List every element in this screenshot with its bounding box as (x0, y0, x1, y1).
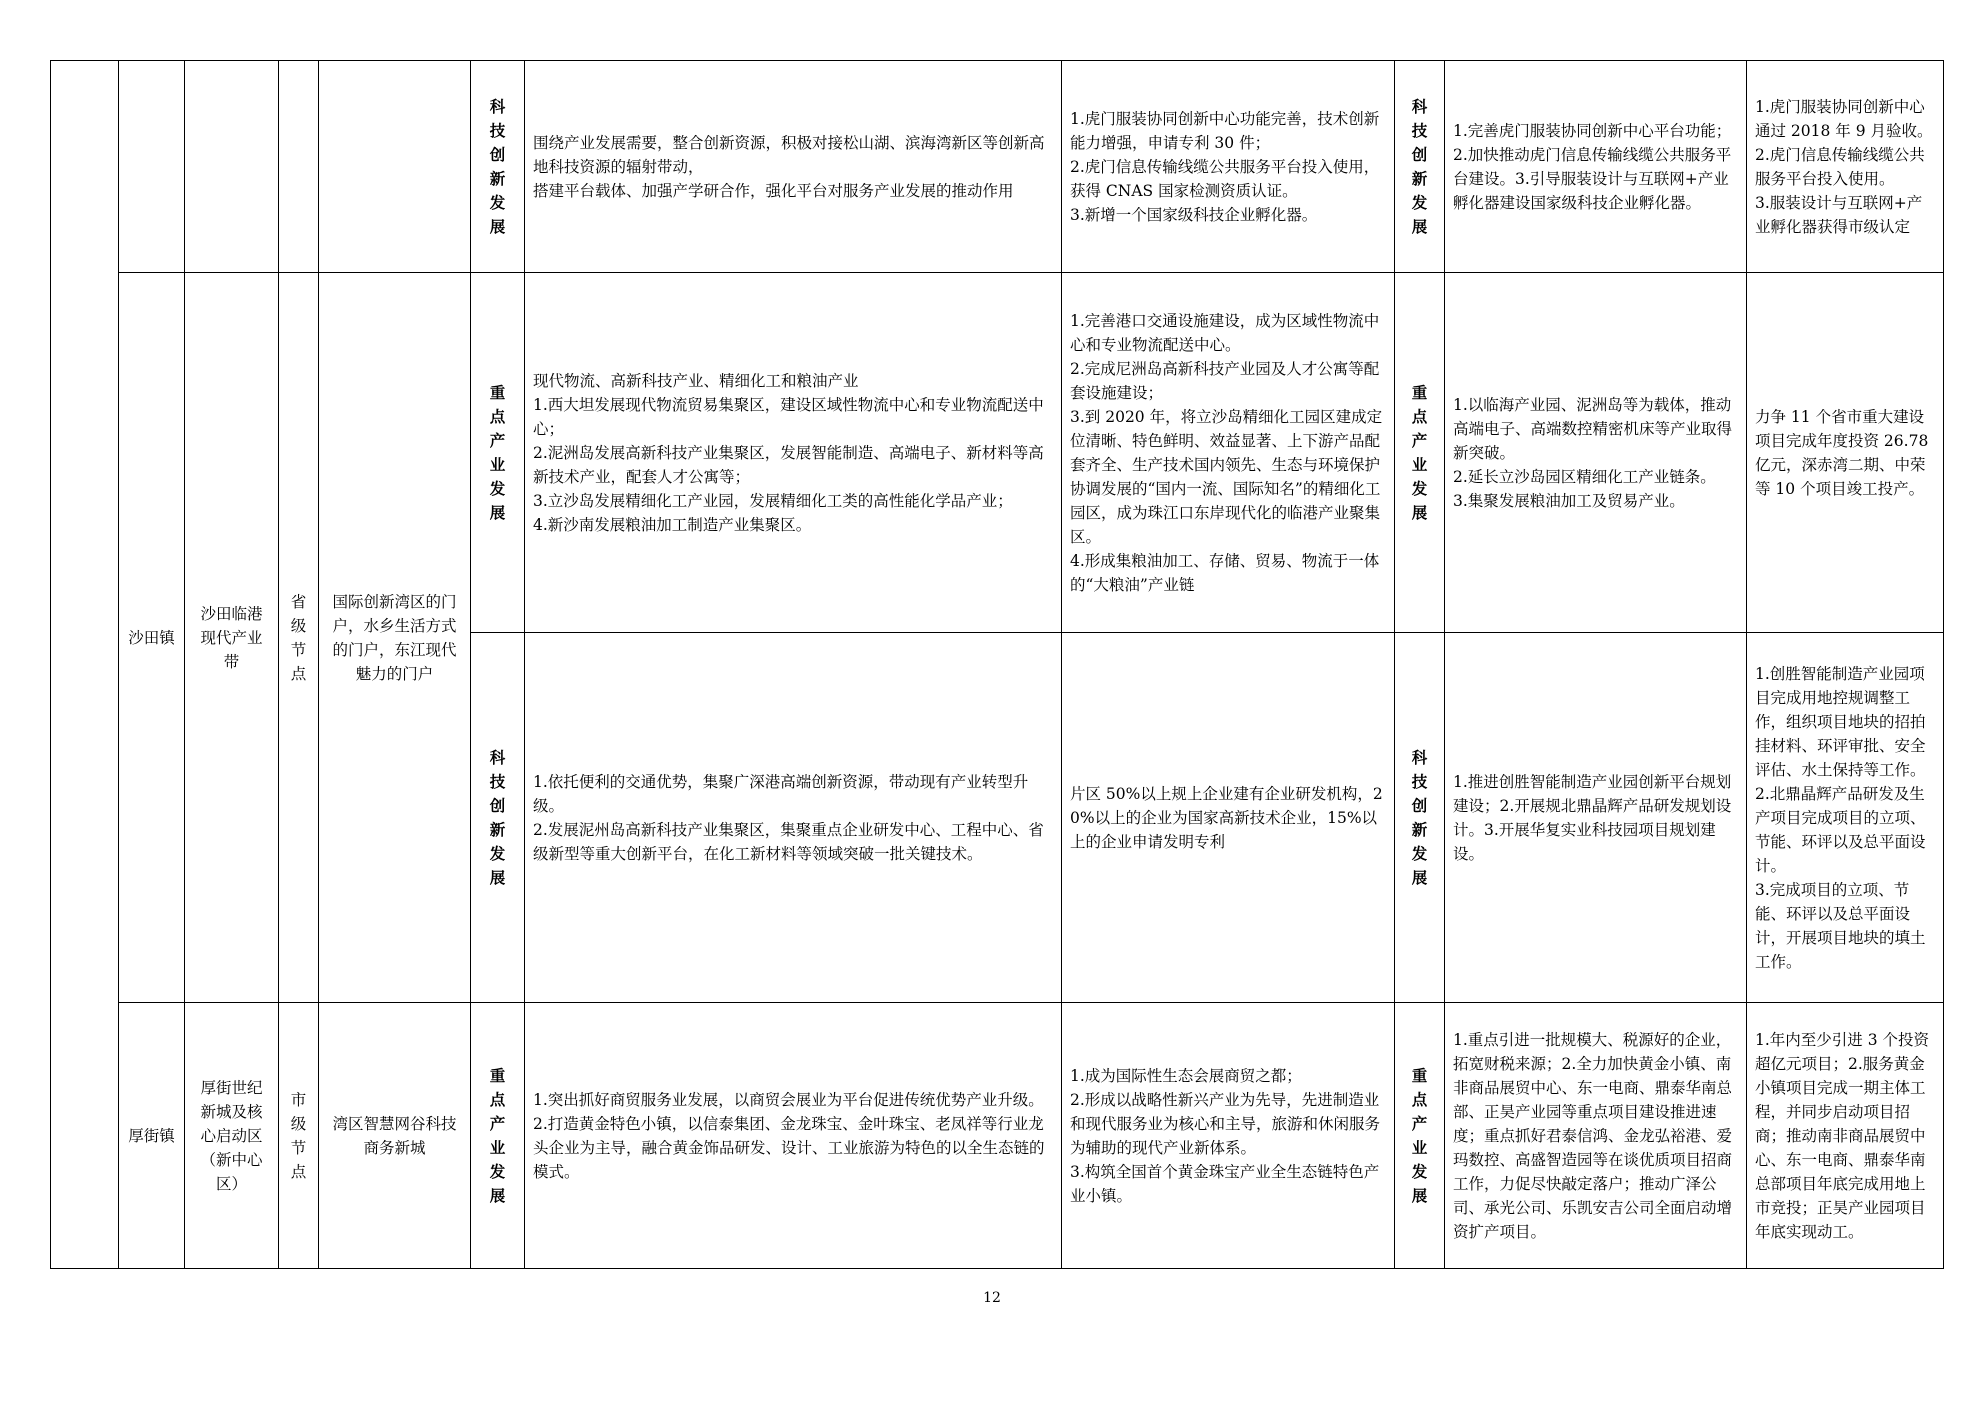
progress-cell: 1.年内至少引进 3 个投资超亿元项目；2.服务黄金小镇项目完成一期主体工程，并同步启动项目招商；推动南非商品展贸中心、东一电商、鼎泰华南总部项目年底完成用地上市竞投；正昊产业园项目年底实现动工。 (1747, 1003, 1944, 1269)
category-cell: 科 技 创 新 发 展 (471, 61, 525, 273)
town-cell: 沙田镇 (119, 273, 185, 1003)
town-cell-empty (119, 61, 185, 273)
tasks-cell: 1.完善虎门服装协同创新中心平台功能；2.加快推动虎门信息传输线缆公共服务平台建设。3.引导服装设计与互联网+产业孵化器建设国家级科技企业孵化器。 (1445, 61, 1747, 273)
goals-cell: 1.依托便利的交通优势，集聚广深港高端创新资源，带动现有产业转型升级。 2.发展泥州岛高新科技产业集聚区，集聚重点企业研发中心、工程中心、省级新型等重大创新平台，在化工新材料等领域突破一批关键技术。 (525, 633, 1062, 1003)
level-cell-empty (279, 61, 319, 273)
category-cell: 重 点 产 业 发 展 (471, 273, 525, 633)
outer-region-cell (51, 61, 119, 1269)
category-cell: 重 点 产 业 发 展 (1395, 273, 1445, 633)
town-cell: 厚街镇 (119, 1003, 185, 1269)
goals-cell: 现代物流、高新科技产业、精细化工和粮油产业 1.西大坦发展现代物流贸易集聚区，建设区域性物流中心和专业物流配送中心； 2.泥洲岛发展高新科技产业集聚区，发展智能制造、高端电子、新材料等高新技术产业，配套人才公寓等； 3.立沙岛发展精细化工产业园，发展精细化工类的高性能化学品产业； 4.新沙南发展粮油加工制造产业集聚区。 (525, 273, 1062, 633)
table-row-keji-humen (51, 61, 1944, 273)
targets-cell: 片区 50%以上规上企业建有企业研发机构，20%以上的企业为国家高新技术企业，15%以上的企业申请发明专利 (1062, 633, 1395, 1003)
category-cell: 科 技 创 新 发 展 (1395, 633, 1445, 1003)
goals-cell: 1.突出抓好商贸服务业发展，以商贸会展业为平台促进传统优势产业升级。 2.打造黄金特色小镇，以信泰集团、金龙珠宝、金叶珠宝、老凤祥等行业龙头企业为主导，融合黄金饰品研发、设计、工业旅游为特色的以全生态链的模式。 (525, 1003, 1062, 1269)
goals-cell: 围绕产业发展需要，整合创新资源，积极对接松山湖、滨海湾新区等创新高地科技资源的辐射带动， 搭建平台载体、加强产学研合作，强化平台对服务产业发展的推动作用 (525, 61, 1062, 273)
zone-cell-empty (185, 61, 279, 273)
table-row-zhongdian-houjie (51, 1003, 1944, 1269)
table-row-zhongdian-shatian (51, 273, 1944, 633)
targets-cell: 1.虎门服装协同创新中心功能完善，技术创新能力增强，申请专利 30 件； 2.虎门信息传输线缆公共服务平台投入使用，获得 CNAS 国家检测资质认证。 3.新增一个国家级科技企业孵化器。 (1062, 61, 1395, 273)
zone-cell: 厚街世纪新城及核心启动区（新中心区） (185, 1003, 279, 1269)
category-cell: 科 技 创 新 发 展 (1395, 61, 1445, 273)
progress-cell: 力争 11 个省市重大建设项目完成年度投资 26.78 亿元，深赤湾二期、中荣等 10 个项目竣工投产。 (1747, 273, 1944, 633)
category-cell: 重 点 产 业 发 展 (471, 1003, 525, 1269)
category-cell: 科 技 创 新 发 展 (471, 633, 525, 1003)
category-cell: 重 点 产 业 发 展 (1395, 1003, 1445, 1269)
zone-cell: 沙田临港现代产业带 (185, 273, 279, 1003)
level-cell: 省级节点 (279, 273, 319, 1003)
positioning-cell: 国际创新湾区的门户，水乡生活方式的门户，东江现代魅力的门户 (319, 273, 471, 1003)
positioning-cell-empty (319, 61, 471, 273)
targets-cell: 1.完善港口交通设施建设，成为区域性物流中心和专业物流配送中心。 2.完成尼洲岛高新科技产业园及人才公寓等配套设施建设； 3.到 2020 年，将立沙岛精细化工园区建成定位清晰、特色鲜明、效益显著、上下游产品配套齐全、生产技术国内领先、生态与环境保护协调发展的“国内一流、国际知名”的精细化工园区，成为珠江口东岸现代化的临港产业聚集区。 4.形成集粮油加工、存储、贸易、物流于一体的“大粮油”产业链 (1062, 273, 1395, 633)
progress-cell: 1.虎门服装协同创新中心通过 2018 年 9 月验收。2.虎门信息传输线缆公共服务平台投入使用。 3.服装设计与互联网+产业孵化器获得市级认定 (1747, 61, 1944, 273)
progress-cell: 1.创胜智能制造产业园项目完成用地控规调整工作，组织项目地块的招拍挂材料、环评审批、安全评估、水土保持等工作。 2.北鼎晶辉产品研发及生产项目完成项目的立项、节能、环评以及总平面设计。 3.完成项目的立项、节能、环评以及总平面设计，开展项目地块的填土工作。 (1747, 633, 1944, 1003)
tasks-cell: 1.重点引进一批规模大、税源好的企业，拓宽财税来源；2.全力加快黄金小镇、南非商品展贸中心、东一电商、鼎泰华南总部、正昊产业园等重点项目建设推进速度；重点抓好君泰信鸿、金龙弘裕港、爱玛数控、高盛智造园等在谈优质项目招商工作，力促尽快敲定落户；推动广泽公司、承光公司、乐凯安吉公司全面启动增资扩产项目。 (1445, 1003, 1747, 1269)
plan-table (50, 60, 1944, 1269)
positioning-cell: 湾区智慧网谷科技商务新城 (319, 1003, 471, 1269)
level-cell: 市级节点 (279, 1003, 319, 1269)
tasks-cell: 1.以临海产业园、泥洲岛等为载体，推动高端电子、高端数控精密机床等产业取得新突破。 2.延长立沙岛园区精细化工产业链条。 3.集聚发展粮油加工及贸易产业。 (1445, 273, 1747, 633)
targets-cell: 1.成为国际性生态会展商贸之都； 2.形成以战略性新兴产业为先导，先进制造业和现代服务业为核心和主导，旅游和休闲服务为辅助的现代产业新体系。 3.构筑全国首个黄金珠宝产业全生态链特色产业小镇。 (1062, 1003, 1395, 1269)
tasks-cell: 1.推进创胜智能制造产业园创新平台规划建设；2.开展规北鼎晶辉产品研发规划设计。3.开展华复实业科技园项目规划建设。 (1445, 633, 1747, 1003)
page-number: 12 (983, 1290, 1001, 1306)
